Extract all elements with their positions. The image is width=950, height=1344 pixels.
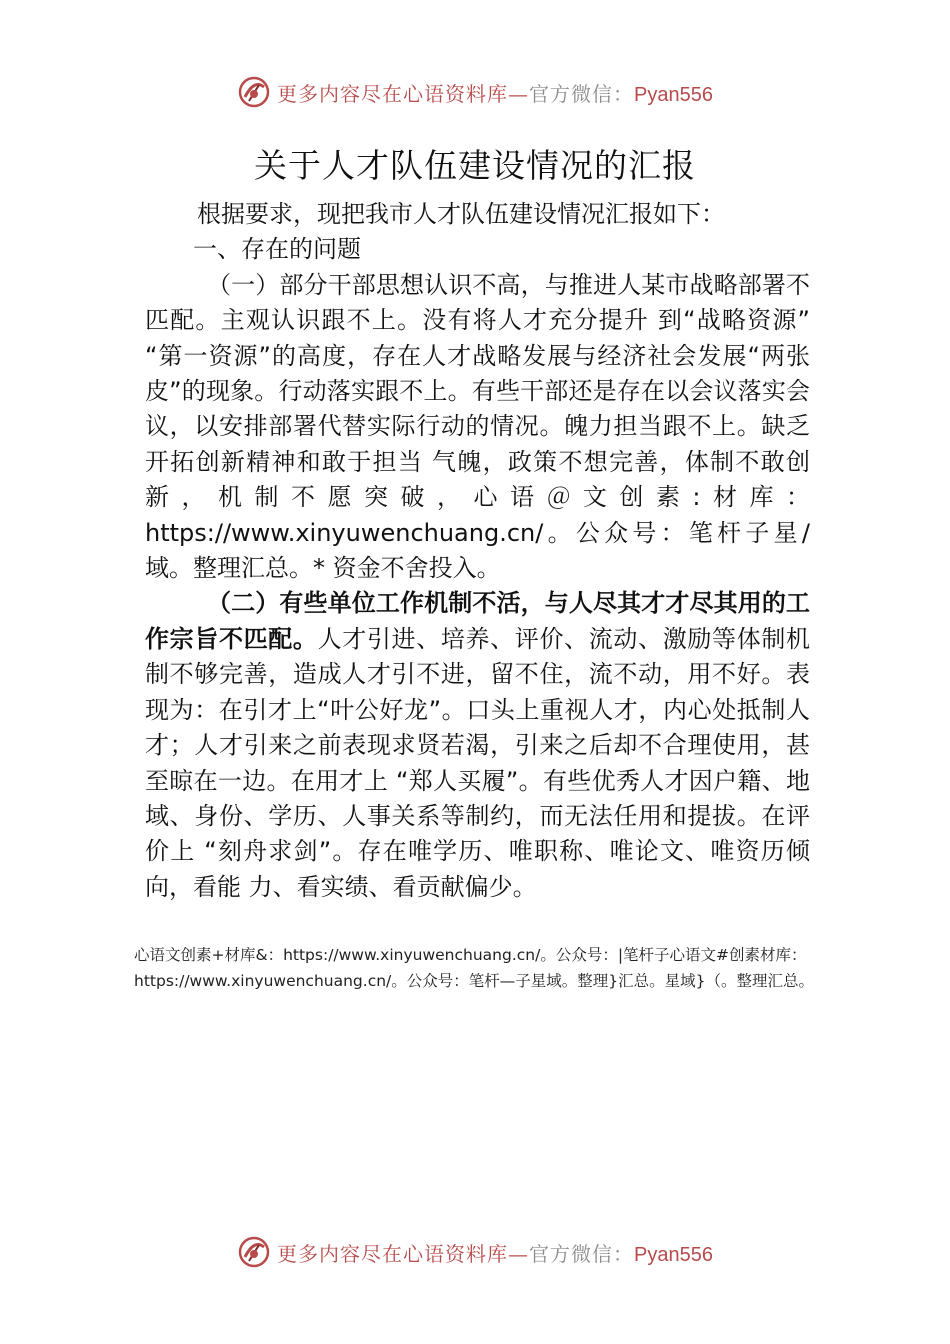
banner-separator: —	[508, 81, 530, 106]
banner-wechat-id: Pyan556	[634, 83, 713, 106]
document-body	[145, 197, 810, 905]
intro-paragraph: 根据要求，现把我市人才队伍建设情况汇报如下：	[197, 200, 725, 228]
banner-wechat-label: 官方微信：	[529, 1241, 635, 1266]
paragraph-2-heading: （二）有些单位工作机制不活，与人尽其才才尽其用的工作宗旨不匹配。	[145, 589, 810, 653]
banner-separator: —	[508, 1241, 530, 1266]
footer-banner	[0, 1232, 950, 1272]
banner-main-text: 更多内容尽在心语资料库	[277, 81, 509, 106]
header-banner	[0, 72, 950, 112]
banner-wechat-label: 官方微信：	[529, 81, 635, 106]
logo-icon	[237, 1235, 271, 1269]
paragraph-2-body: 人才引进、培养、评价、流动、激励等体制机制不够完善，造成人才引不进，留不住，流不动，用不好。表现为：在引才上“叶公好龙”。口头上重视人才，内心处抵制人才；人才引来之前表现求贤若渴，引来之后却不合理使用，甚至晾在一边。在用才上 “郑人买履”。有些优秀人才因户籍、地域、身份、学历、人事关系等制约，而无法任用和提拔。在评价上 “刻舟求剑”。存在唯学历、唯职称、唯论文、唯资历倾向，看能 力、看实绩、看贡献偏少。	[145, 624, 810, 901]
document-title: 关于人才队伍建设情况的汇报	[254, 146, 696, 185]
section-heading: 一、存在的问题	[193, 235, 361, 264]
banner-wechat-id: Pyan556	[634, 1243, 713, 1266]
banner-main-text: 更多内容尽在心语资料库	[277, 1241, 509, 1266]
logo-icon	[237, 75, 271, 109]
paragraph-2	[145, 586, 810, 905]
paragraph-1: （一）部分干部思想认识不高，与推进人某市战略部署不匹配。主观认识跟不上。没有将人才充分提升 到“战略资源” “第一资源”的高度，存在人才战略发展与经济社会发展“两张皮”的现象。行动落实跟不上。有些干部还是存在以会议落实会议，以安排部署代替实际行动的情况。魄力担当跟不上。缺乏开拓创新精神和敢于担当 气魄，政策不想完善，体制不敢创新，机制不愿突破，心语＠文创素:材库：https://www.xinyuwenchuang.cn/。公众号：笔杆子星/域。整理汇总。* 资金不舍投入。	[145, 270, 810, 583]
footnote-text: 心语文创素+材库&：https://www.xinyuwenchuang.cn/。公众号：|笔杆子心语文#创素材库：https://www.xinyuwenchuang.cn/。公众号：笔杆—子星域。整理}汇总。星域}（。整理汇总。	[134, 946, 814, 990]
